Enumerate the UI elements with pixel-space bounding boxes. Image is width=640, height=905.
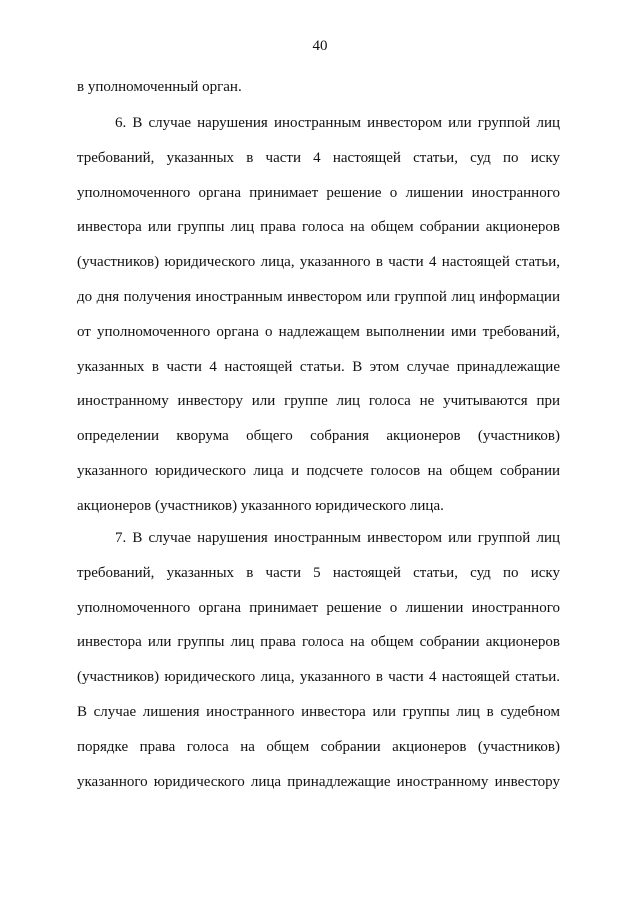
text-line: инвестора или группы лиц права голоса на общем собрании акционеров <box>77 634 560 651</box>
text-line: 7. В случае нарушения иностранным инвестором или группой лиц <box>115 530 560 546</box>
paragraph-6 <box>77 106 560 524</box>
page-number: 40 <box>312 38 328 54</box>
continuation-text <box>77 70 560 105</box>
text-line: требований, указанных в части 4 настоящей статьи, суд по иску <box>77 149 560 166</box>
text-line: определении кворума общего собрания акционеров (участников) <box>77 428 560 445</box>
text-line: в уполномоченный орган. <box>77 79 242 95</box>
text-line: 6. В случае нарушения иностранным инвестором или группой лиц <box>115 115 560 131</box>
text-line: уполномоченного органа принимает решение о лишении иностранного <box>77 184 560 201</box>
text-line: требований, указанных в части 5 настоящей статьи, суд по иску <box>77 564 560 581</box>
text-line: инвестора или группы лиц права голоса на общем собрании акционеров <box>77 219 560 236</box>
text-line: указанных в части 4 настоящей статьи. В этом случае принадлежащие <box>77 358 560 375</box>
text-line: порядке права голоса на общем собрании акционеров (участников) <box>77 738 560 755</box>
text-line: указанного юридического лица принадлежащие иностранному инвестору <box>77 773 560 790</box>
text-line: иностранному инвестору или группе лиц голоса не учитываются при <box>77 393 560 410</box>
text-line: указанного юридического лица и подсчете голосов на общем собрании <box>77 462 560 479</box>
text-line: акционеров (участников) указанного юридического лица. <box>77 497 444 514</box>
text-line: (участников) юридического лица, указанного в части 4 настоящей статьи, <box>77 254 560 271</box>
text-line: В случае лишения иностранного инвестора или группы лиц в судебном <box>77 703 560 720</box>
text-line: от уполномоченного органа о надлежащем выполнении ими требований, <box>77 323 560 340</box>
paragraph-7 <box>77 521 560 799</box>
text-line: уполномоченного органа принимает решение о лишении иностранного <box>77 599 560 616</box>
text-line: до дня получения иностранным инвестором или группой лиц информации <box>77 288 560 305</box>
text-line: (участников) юридического лица, указанного в части 4 настоящей статьи. <box>77 669 560 686</box>
